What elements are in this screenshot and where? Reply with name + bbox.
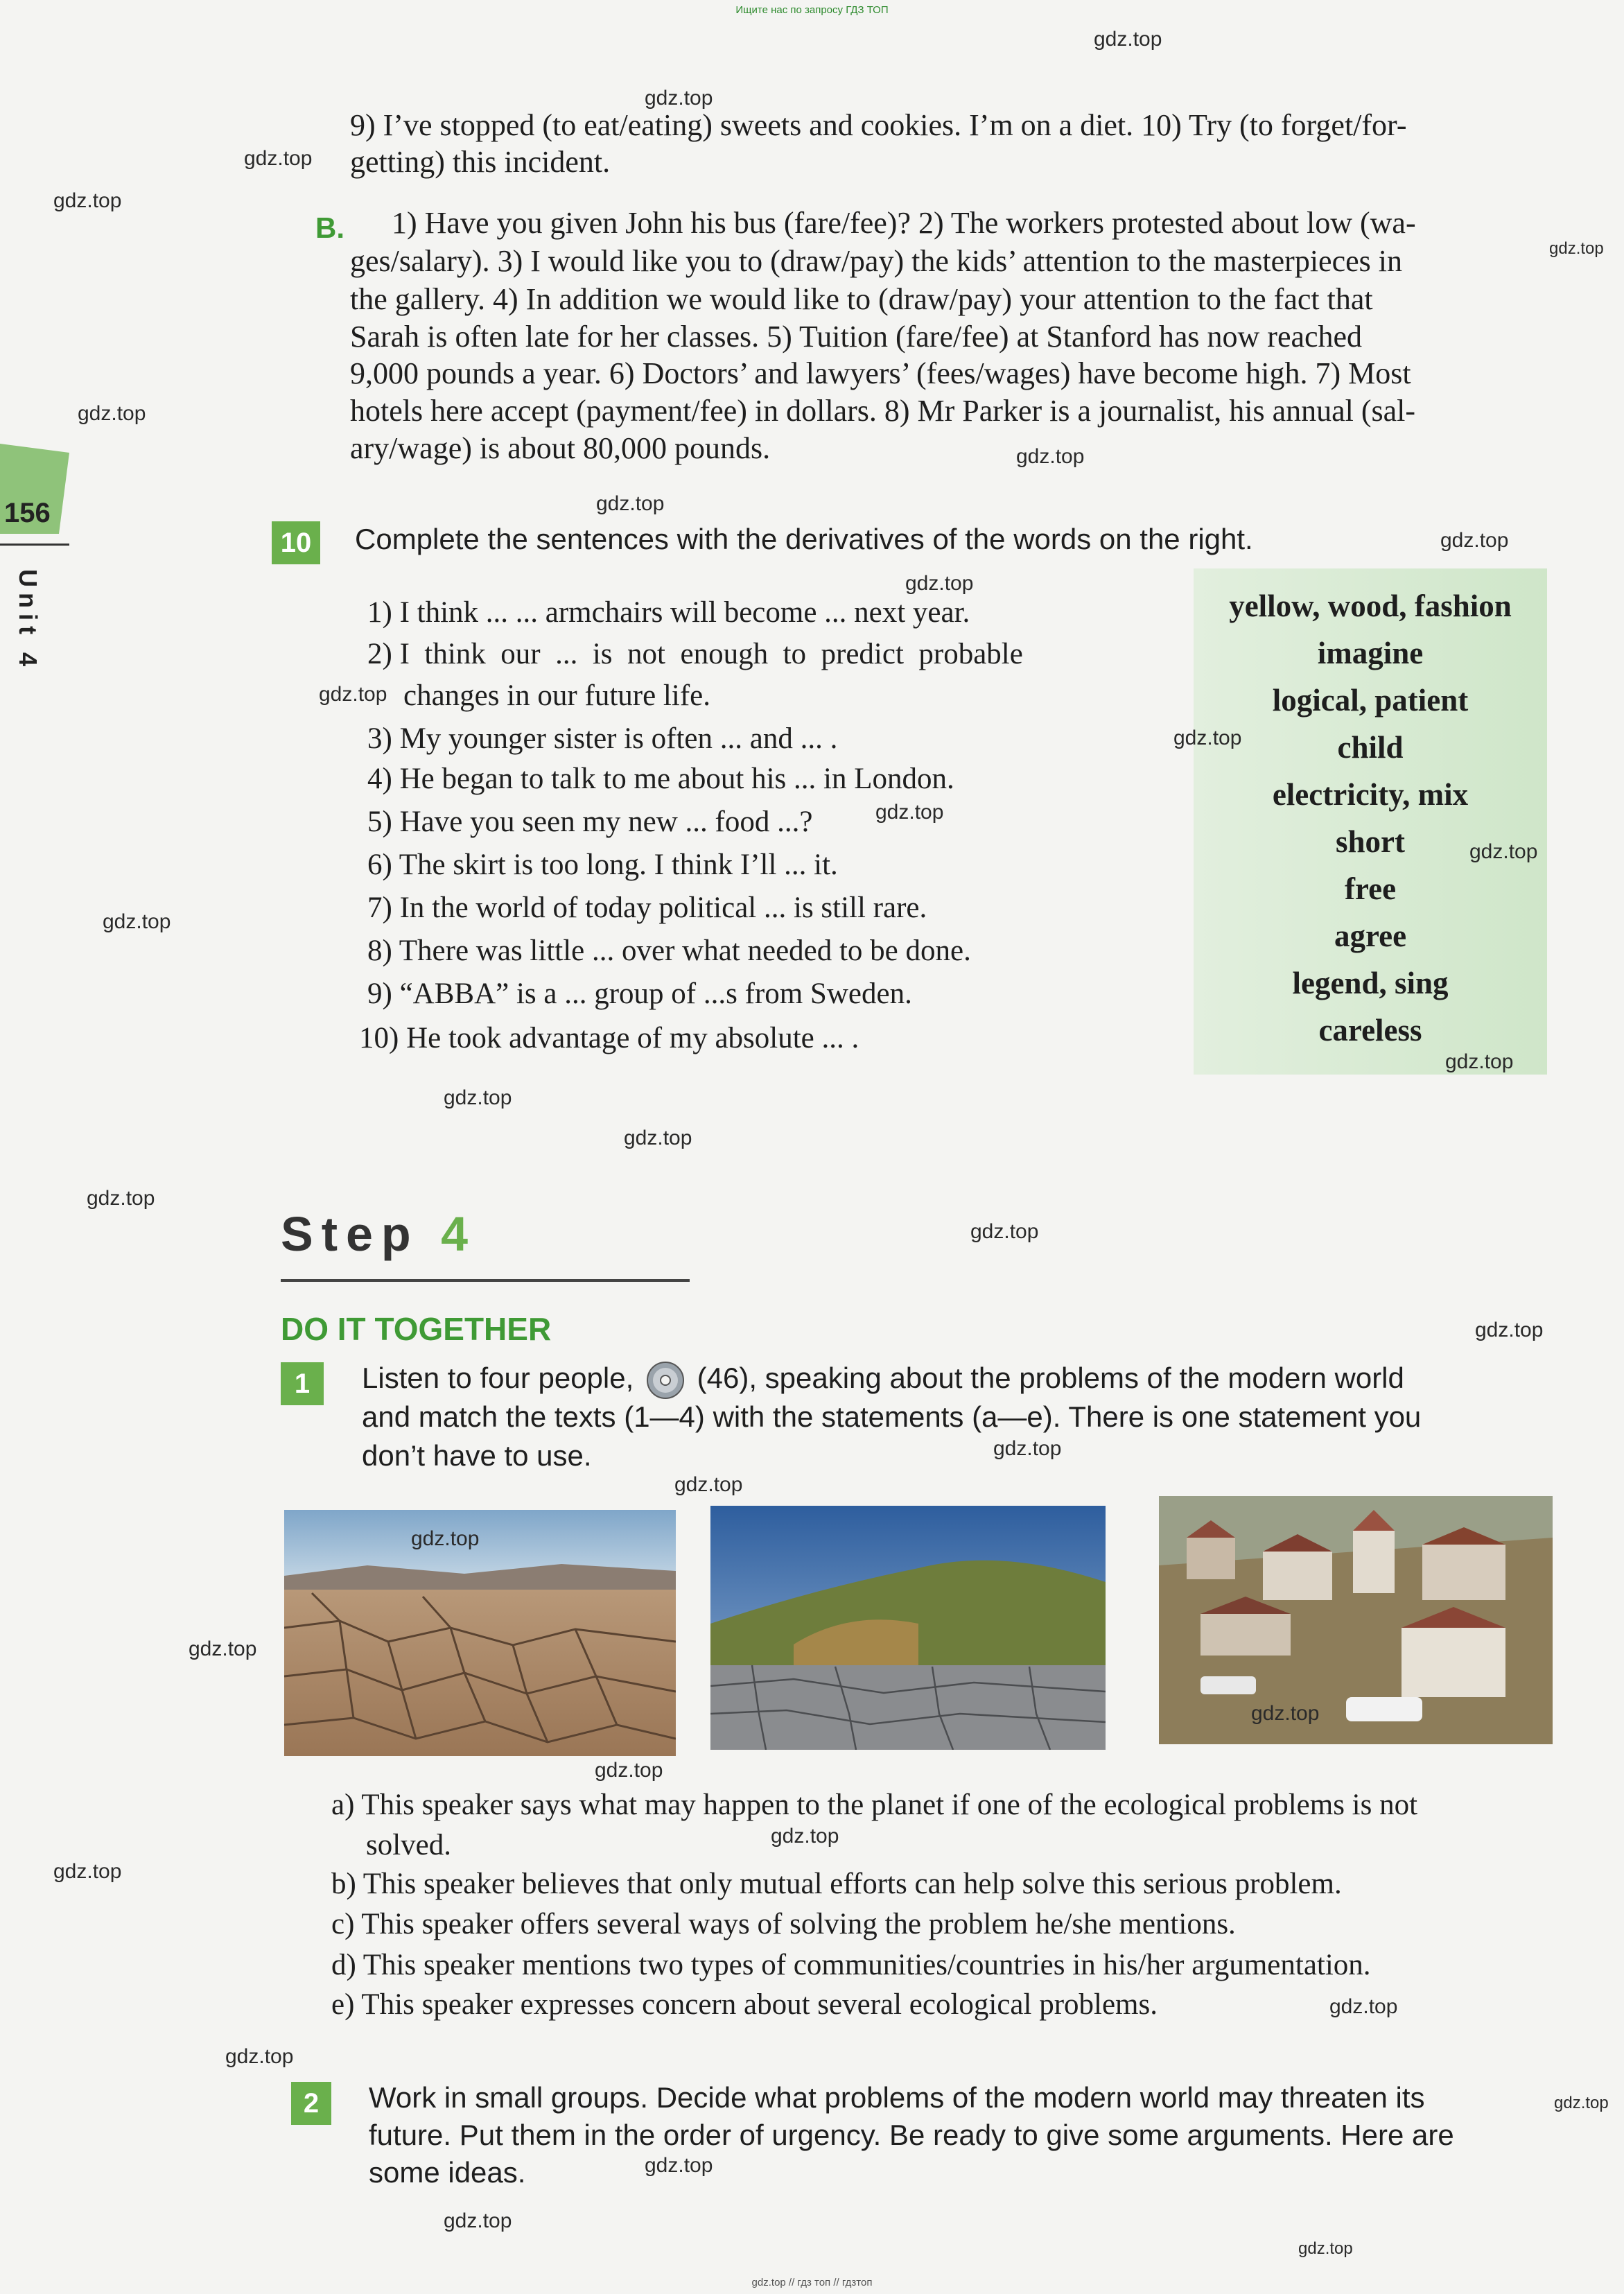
- watermark: gdz.top: [1440, 529, 1509, 552]
- ex10-sentence: 7) In the world of today political ... is still rare.: [367, 892, 927, 924]
- watermark: gdz.top: [225, 2045, 294, 2068]
- ex9-b-line: hotels here accept (payment/fee) in dollars. 8) Mr Parker is a journalist, his annual (sal-: [350, 394, 1416, 428]
- word-item: agree: [1334, 919, 1407, 953]
- ex10-sentence: 3) My younger sister is often ... and ... .: [367, 722, 838, 755]
- ex10-sentence: 1) I think ... ... armchairs will become ... next year.: [367, 596, 970, 629]
- ex10-sentence: 4) He began to talk to me about his ... in London.: [367, 763, 954, 795]
- ex2-line: Work in small groups. Decide what problems of the modern world may threaten its: [369, 2081, 1425, 2114]
- header-note: Ищите нас по запросу ГДЗ ТОП: [735, 4, 889, 16]
- watermark: gdz.top: [1554, 2094, 1609, 2112]
- statement-a-cont: solved.: [366, 1829, 452, 1861]
- watermark: gdz.top: [444, 2209, 512, 2232]
- ex10-sentence: 6) The skirt is too long. I think I’ll ... it.: [367, 849, 838, 881]
- watermark: gdz.top: [411, 1527, 480, 1550]
- step-heading: [281, 1206, 476, 1262]
- watermark: gdz.top: [645, 87, 713, 110]
- ex9-b-line: ges/salary). 3) I would like you to (draw/pay) the kids’ attention to the masterpieces in: [350, 244, 1402, 278]
- ex1-number-box: 1: [281, 1362, 324, 1405]
- watermark: gdz.top: [1298, 2239, 1353, 2258]
- photo-dry-lakebed: [710, 1506, 1106, 1750]
- ex10-instruction: Complete the sentences with the derivatives of the words on the right.: [355, 523, 1253, 555]
- word-item: short: [1336, 824, 1405, 859]
- ex2-line: future. Put them in the order of urgency. Be ready to give some arguments. Here are: [369, 2119, 1454, 2151]
- watermark: gdz.top: [596, 492, 665, 515]
- watermark: gdz.top: [993, 1437, 1062, 1460]
- step-rule: [281, 1279, 690, 1282]
- ex10-sentence: 5) Have you seen my new ... food ...?: [367, 806, 813, 838]
- statement-b: b) This speaker believes that only mutual efforts can help solve this serious problem.: [331, 1868, 1342, 1900]
- statement-c: c) This speaker offers several ways of solving the problem he/she mentions.: [331, 1908, 1236, 1940]
- watermark: gdz.top: [1173, 727, 1242, 749]
- watermark: gdz.top: [674, 1473, 743, 1496]
- page-number-rule: [0, 544, 69, 546]
- watermark: gdz.top: [244, 147, 313, 170]
- watermark: gdz.top: [771, 1825, 839, 1848]
- watermark: gdz.top: [970, 1220, 1039, 1243]
- word-item: electricity, mix: [1272, 777, 1469, 812]
- ex10-sentence: changes in our future life.: [403, 679, 710, 712]
- watermark: gdz.top: [905, 572, 974, 595]
- watermark: gdz.top: [1251, 1702, 1320, 1725]
- ex1-line-1: [362, 1359, 1404, 1400]
- watermark: gdz.top: [1016, 445, 1085, 468]
- ex10-sentence: 2) I think our ... is not enough to predict probable: [367, 638, 1023, 670]
- ex1-text-a: Listen to four people,: [362, 1362, 634, 1394]
- watermark: gdz.top: [1445, 1050, 1514, 1073]
- word-item: careless: [1318, 1013, 1422, 1048]
- statement-d: d) This speaker mentions two types of communities/countries in his/her argumentation.: [331, 1949, 1371, 1981]
- photo-flooded-town: [1159, 1496, 1553, 1744]
- watermark: gdz.top: [53, 1860, 122, 1883]
- watermark: gdz.top: [1094, 28, 1162, 51]
- word-item: child: [1337, 730, 1404, 765]
- ex9-b-label: B.: [315, 211, 344, 244]
- ex9-line-1: 9) I’ve stopped (to eat/eating) sweets and cookies. I’m on a diet. 10) Try (to forget/for-: [350, 108, 1407, 142]
- word-item: logical, patient: [1272, 683, 1469, 718]
- word-item: free: [1344, 871, 1397, 906]
- watermark: gdz.top: [103, 910, 171, 933]
- section-heading: DO IT TOGETHER: [281, 1311, 552, 1347]
- watermark: gdz.top: [1549, 239, 1604, 258]
- page-number: 156: [4, 498, 51, 528]
- watermark: gdz.top: [624, 1127, 692, 1149]
- watermark: gdz.top: [595, 1759, 663, 1782]
- step-number: 4: [441, 1207, 477, 1261]
- watermark: gdz.top: [1475, 1319, 1544, 1341]
- ex1-line-2: and match the texts (1—4) with the statements (a—e). There is one statement you: [362, 1400, 1422, 1433]
- ex9-b-line: 9,000 pounds a year. 6) Doctors’ and lawyers’ (fees/wages) have become high. 7) Most: [350, 356, 1411, 390]
- ex1-line-3: don’t have to use.: [362, 1439, 592, 1472]
- watermark: gdz.top: [1469, 840, 1538, 863]
- ex9-b-line: ary/wage) is about 80,000 pounds.: [350, 431, 771, 465]
- word-item: legend, sing: [1292, 966, 1449, 1000]
- watermark: gdz.top: [189, 1637, 257, 1660]
- cd-icon[interactable]: [646, 1361, 685, 1400]
- statement-a: a) This speaker says what may happen to the planet if one of the ecological problems is not: [331, 1789, 1418, 1821]
- watermark: gdz.top: [319, 683, 387, 706]
- step-label: Step: [281, 1207, 419, 1261]
- ex10-sentence: 8) There was little ... over what needed to be done.: [367, 935, 971, 967]
- watermark: gdz.top: [53, 189, 122, 212]
- ex10-sentence: 10) He took advantage of my absolute ... .: [359, 1022, 859, 1054]
- photo-dry-desert: [284, 1510, 676, 1756]
- ex2-line: some ideas.: [369, 2156, 526, 2189]
- word-item: imagine: [1317, 636, 1424, 670]
- watermark: gdz.top: [78, 402, 146, 425]
- watermark: gdz.top: [87, 1187, 155, 1210]
- ex10-sentence: 9) “ABBA” is a ... group of ...s from Sweden.: [367, 977, 912, 1010]
- watermark: gdz.top: [875, 801, 944, 824]
- unit-label: Unit 4: [14, 569, 42, 672]
- ex9-line-2: getting) this incident.: [350, 145, 611, 179]
- ex1-text-b: (46), speaking about the problems of the modern world: [697, 1362, 1404, 1394]
- statement-e: e) This speaker expresses concern about several ecological problems.: [331, 1988, 1158, 2021]
- watermark: gdz.top: [444, 1086, 512, 1109]
- ex10-number-box: 10: [272, 521, 320, 564]
- watermark: gdz.top: [645, 2154, 713, 2177]
- ex9-b-line: Sarah is often late for her classes. 5) Tuition (fare/fee) at Stanford has now reached: [350, 320, 1363, 354]
- watermark: gdz.top: [1329, 1995, 1398, 2018]
- ex2-number-box: 2: [291, 2082, 331, 2125]
- footer-note: gdz.top // гдз топ // гдзтоп: [751, 2277, 873, 2288]
- ex9-b-line: 1) Have you given John his bus (fare/fee)? 2) The workers protested about low (wa-: [392, 206, 1416, 240]
- ex9-b-line: the gallery. 4) In addition we would like to (draw/pay) your attention to the fact that: [350, 282, 1373, 316]
- word-item: yellow, wood, fashion: [1229, 589, 1512, 623]
